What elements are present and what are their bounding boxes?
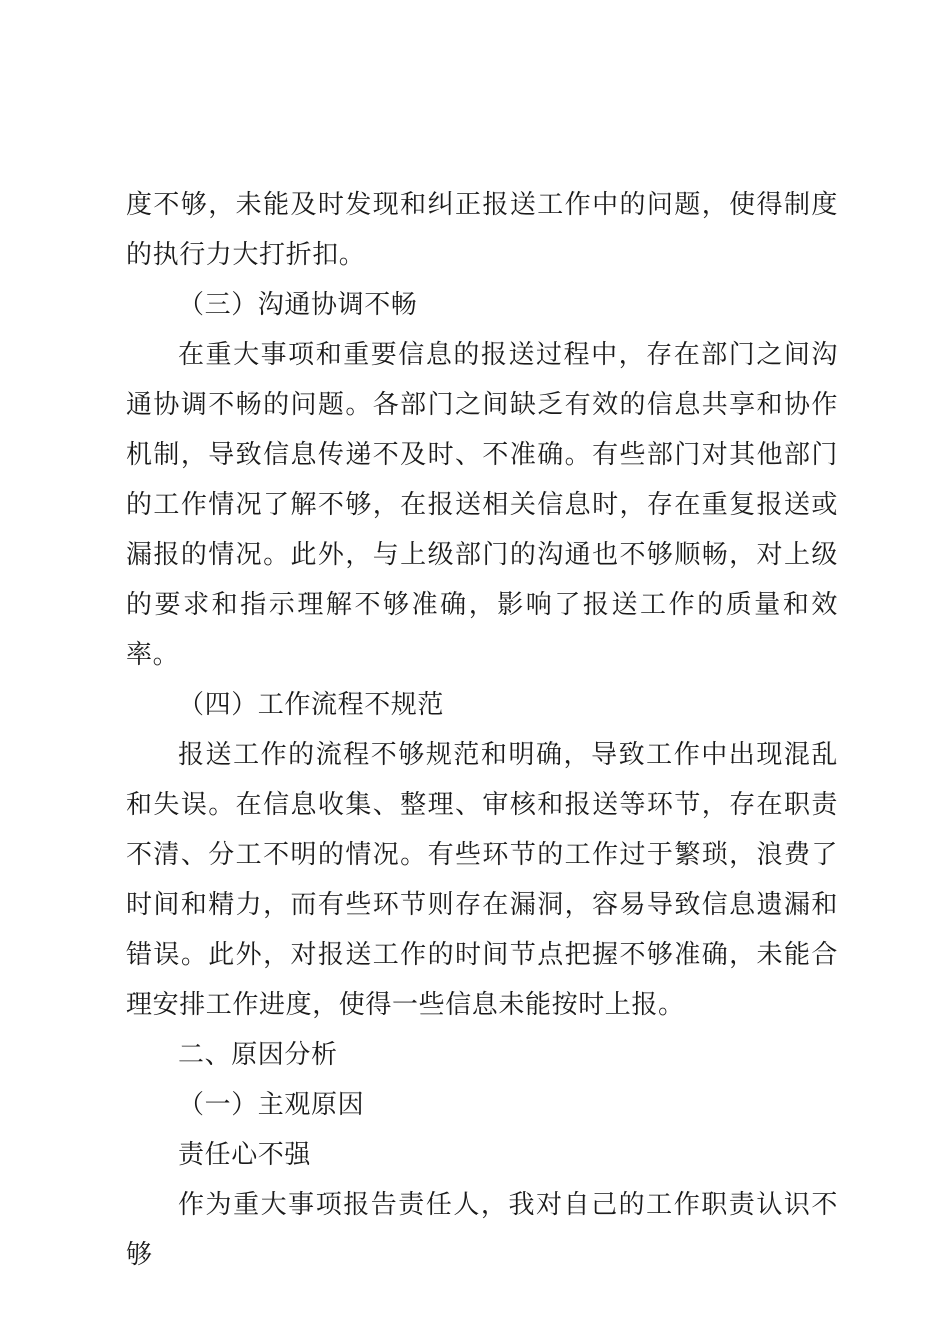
subsection-heading-responsibility: 责任心不强 [178, 1140, 312, 1170]
body-paragraph: 度不够，未能及时发现和纠正报送工作中的问题，使得制度的执行力大打折扣。 [126, 190, 838, 270]
body-paragraph: 在重大事项和重要信息的报送过程中，存在部门之间沟通协调不畅的问题。各部门之间缺乏有效的信息共享和协作机制，导致信息传递不及时、不准确。有些部门对其他部门的工作情况了解不够，在报送相关信息时，存在重复报送或漏报的情况。此外，与上级部门的沟通也不够顺畅，对上级的要求和指示理解不够准确，影响了报送工作的质量和效率。 [126, 340, 838, 670]
subsection-heading-subjective: （一）主观原因 [178, 1090, 365, 1120]
document-body [126, 180, 838, 1280]
section-heading-cause-analysis: 二、原因分析 [178, 1040, 338, 1070]
section-heading-communication: （三）沟通协调不畅 [178, 290, 418, 320]
section-heading-workflow: （四）工作流程不规范 [178, 690, 445, 720]
body-paragraph: 报送工作的流程不够规范和明确，导致工作中出现混乱和失误。在信息收集、整理、审核和报送等环节，存在职责不清、分工不明的情况。有些环节的工作过于繁琐，浪费了时间和精力，而有些环节则存在漏洞，容易导致信息遗漏和错误。此外，对报送工作的时间节点把握不够准确，未能合理安排工作进度，使得一些信息未能按时上报。 [126, 740, 838, 1020]
body-paragraph: 作为重大事项报告责任人，我对自己的工作职责认识不够 [126, 1190, 838, 1270]
